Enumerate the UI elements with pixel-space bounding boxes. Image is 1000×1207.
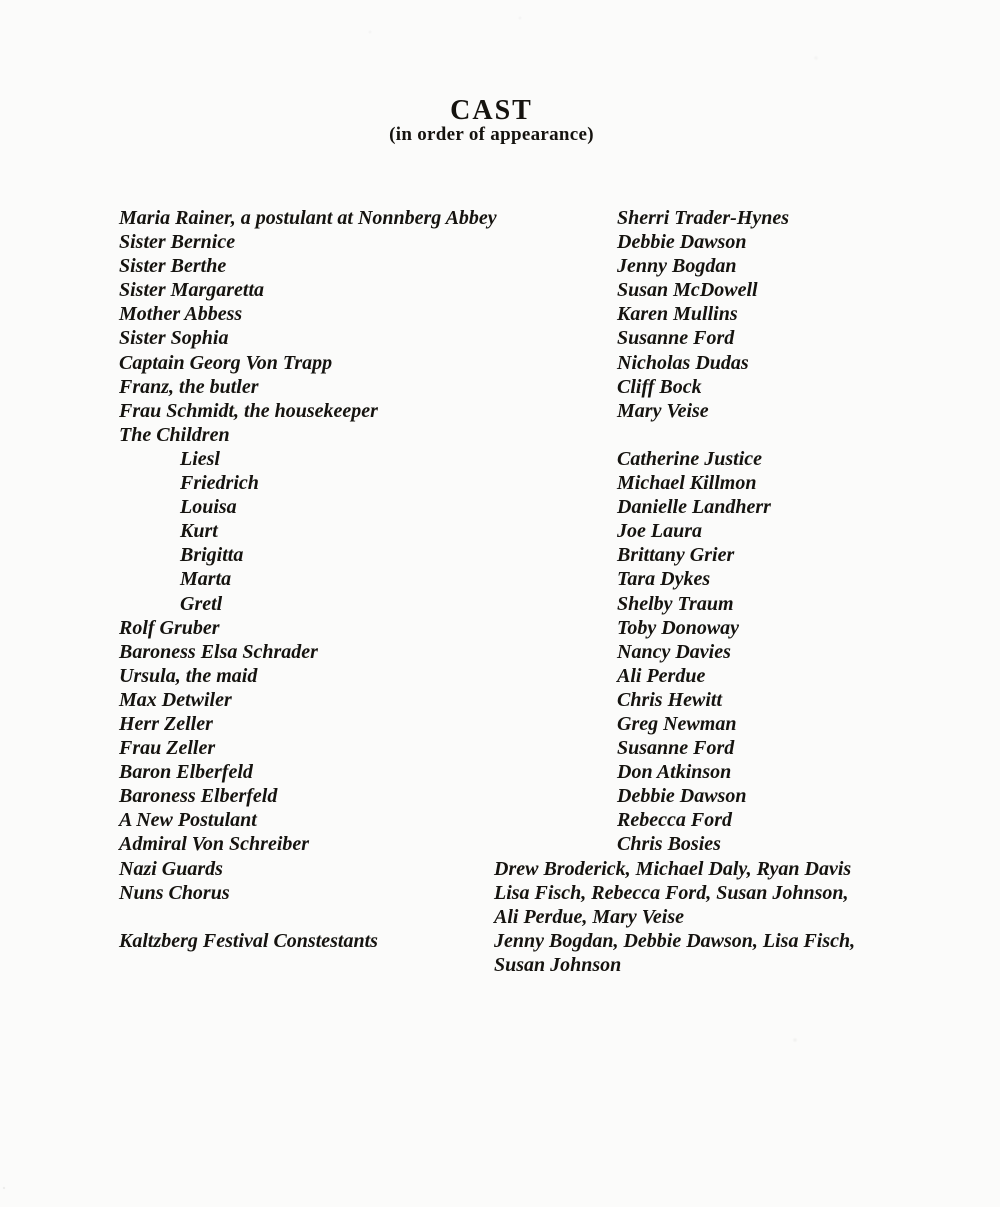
cast-row	[119, 688, 909, 712]
role-name: Nuns Chorus	[119, 881, 230, 904]
role-name: Kaltzberg Festival Constestants	[119, 929, 378, 952]
cast-row	[119, 423, 909, 447]
actor-name: Sherri Trader-Hynes	[617, 207, 790, 229]
page-title: CAST	[450, 94, 533, 126]
cast-row	[119, 857, 909, 881]
role-name: Louisa	[180, 496, 237, 519]
role-name: Ursula, the maid	[119, 664, 258, 687]
cast-row	[119, 832, 909, 856]
cast-row	[119, 326, 909, 350]
cast-row	[119, 905, 909, 929]
actor-name: Drew Broderick, Michael Daly, Ryan Davis	[494, 857, 852, 880]
actor-name: Susanne Ford	[617, 737, 735, 760]
role-name: Max Detwiler	[119, 688, 232, 711]
cast-row	[119, 929, 909, 953]
role-name: Marta	[180, 568, 232, 591]
cast-row	[119, 784, 909, 808]
role-name: Kurt	[180, 520, 218, 543]
role-name: Frau Zeller	[119, 737, 216, 760]
actor-name: Cliff Bock	[617, 375, 702, 398]
cast-row	[119, 616, 909, 640]
actor-name: Susan McDowell	[617, 279, 758, 302]
cast-row	[119, 640, 909, 664]
cast-row	[119, 543, 909, 567]
cast-row	[119, 567, 909, 591]
cast-row	[119, 206, 909, 230]
actor-name: Debbie Dawson	[617, 785, 747, 808]
actor-name: Michael Killmon	[617, 472, 757, 495]
cast-row	[119, 447, 909, 471]
cast-row	[119, 471, 909, 495]
role-name: Liesl	[180, 447, 220, 470]
cast-list	[119, 206, 909, 977]
role-name: Nazi Guards	[119, 857, 223, 880]
role-name: Frau Schmidt, the housekeeper	[119, 399, 378, 422]
actor-name: Shelby Traum	[617, 592, 734, 615]
actor-name: Rebecca Ford	[617, 809, 732, 832]
role-name: Herr Zeller	[119, 712, 213, 735]
role-name: Sister Margaretta	[119, 279, 265, 302]
cast-row	[119, 808, 909, 832]
actor-name: Toby Donoway	[617, 616, 740, 639]
role-name: Sister Berthe	[119, 255, 227, 278]
cast-row	[119, 519, 909, 543]
role-name: Captain Georg Von Trapp	[119, 351, 333, 374]
cast-row	[119, 736, 909, 760]
role-name: Franz, the butler	[119, 375, 259, 398]
actor-name: Nicholas Dudas	[617, 351, 749, 374]
cast-row	[119, 302, 909, 326]
cast-row	[119, 399, 909, 423]
role-name: Gretl	[180, 592, 223, 615]
cast-row	[119, 351, 909, 375]
actor-name: Jenny Bogdan, Debbie Dawson, Lisa Fisch,	[494, 929, 856, 952]
actor-name: Danielle Landherr	[617, 496, 771, 519]
actor-name: Tara Dykes	[617, 568, 711, 591]
role-name: Baroness Elberfeld	[119, 785, 278, 808]
role-name: Friedrich	[180, 472, 259, 495]
cast-row	[119, 881, 909, 905]
role-name: A New Postulant	[119, 809, 257, 832]
role-name: Admiral Von Schreiber	[119, 833, 310, 856]
actor-name: Brittany Grier	[617, 544, 735, 567]
actor-name: Susan Johnson	[494, 953, 622, 976]
role-name: Brigitta	[180, 544, 244, 567]
actor-name: Catherine Justice	[617, 447, 763, 470]
actor-name: Joe Laura	[617, 520, 702, 543]
cast-row	[119, 375, 909, 399]
role-name: The Children	[119, 423, 230, 446]
actor-name: Lisa Fisch, Rebecca Ford, Susan Johnson,	[494, 881, 849, 904]
actor-name: Nancy Davies	[617, 640, 731, 663]
cast-row	[119, 495, 909, 519]
actor-name: Don Atkinson	[617, 761, 732, 784]
actor-name: Susanne Ford	[617, 327, 735, 350]
role-name: Baron Elberfeld	[119, 761, 253, 784]
cast-row	[119, 760, 909, 784]
cast-row	[119, 664, 909, 688]
actor-name: Jenny Bogdan	[617, 255, 737, 278]
actor-name: Ali Perdue	[617, 664, 706, 687]
role-name: Maria Rainer, a postulant at Nonnberg Abbey	[119, 207, 497, 229]
cast-row	[119, 278, 909, 302]
role-name: Baroness Elsa Schrader	[119, 640, 318, 663]
cast-row	[119, 230, 909, 254]
cast-row	[119, 953, 909, 977]
cast-row	[119, 254, 909, 278]
actor-name: Greg Newman	[617, 712, 737, 735]
actor-name: Chris Bosies	[617, 833, 721, 856]
actor-name: Ali Perdue, Mary Veise	[494, 905, 684, 928]
actor-name: Debbie Dawson	[617, 231, 747, 254]
role-name: Mother Abbess	[119, 303, 243, 326]
actor-name: Mary Veise	[617, 399, 709, 422]
page-subtitle: (in order of appearance)	[389, 123, 594, 145]
role-name: Sister Sophia	[119, 327, 229, 350]
actor-name: Chris Hewitt	[617, 688, 723, 711]
role-name: Sister Bernice	[119, 231, 236, 254]
role-name: Rolf Gruber	[119, 616, 220, 639]
cast-row	[119, 712, 909, 736]
cast-row	[119, 592, 909, 616]
actor-name: Karen Mullins	[617, 303, 738, 326]
